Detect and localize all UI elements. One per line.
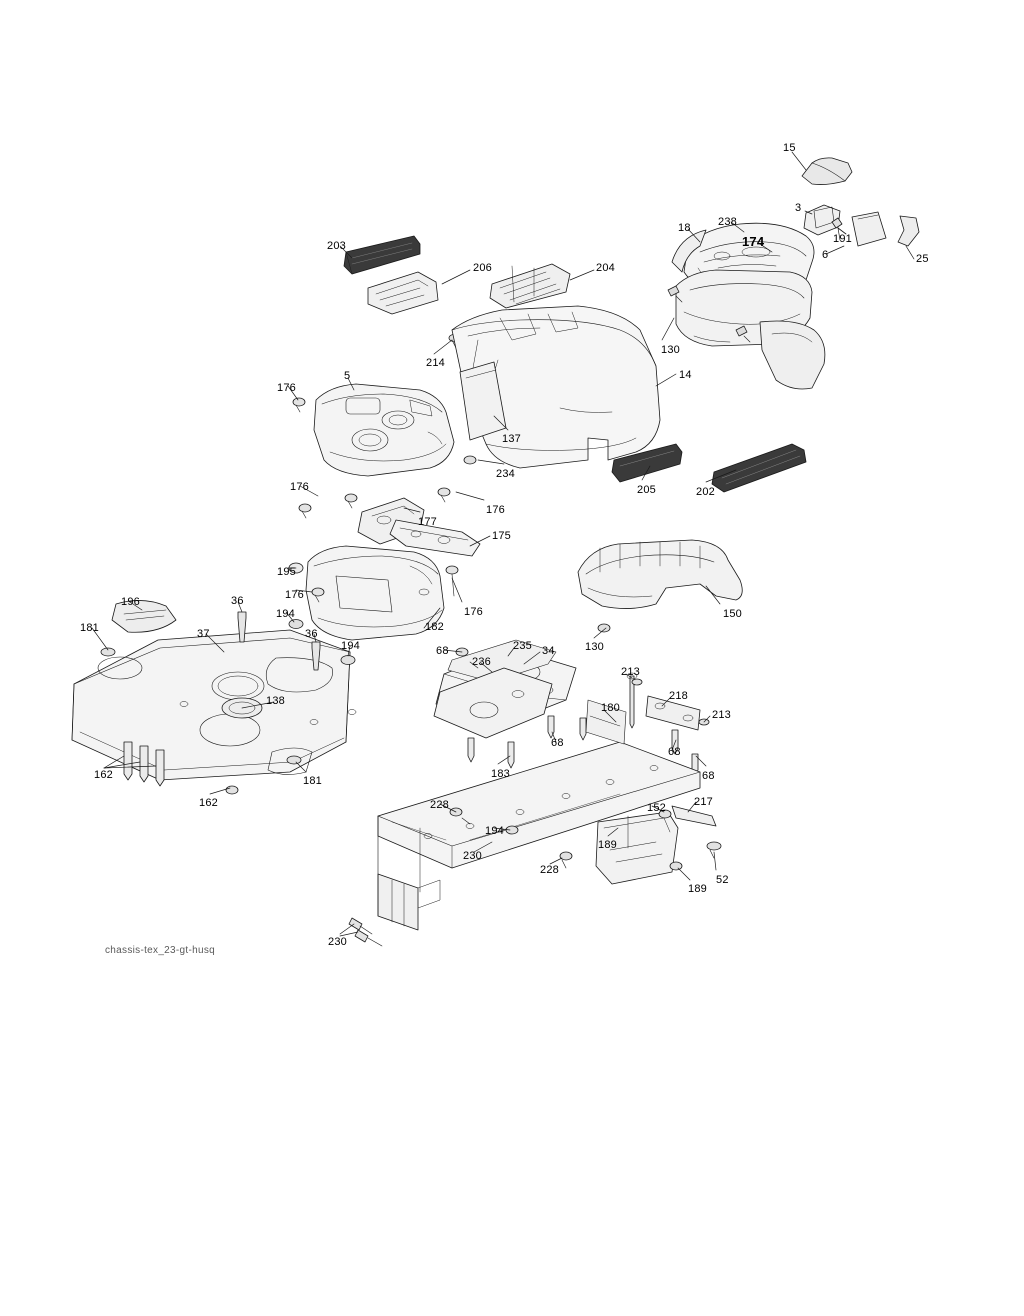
callout-175: 175 (492, 530, 511, 542)
part-202-trim (712, 444, 806, 492)
callout-235: 235 (513, 640, 532, 652)
callout-176: 176 (277, 382, 296, 394)
callout-18: 18 (678, 222, 691, 234)
callout-228: 228 (430, 799, 449, 811)
diagram-code-label: chassis-tex_23-gt-husq (105, 945, 215, 956)
callout-194: 194 (276, 608, 295, 620)
part-217-bar (672, 806, 716, 826)
part-204-vent-right (490, 264, 570, 308)
part-206-vent-left (368, 272, 438, 314)
callout-37: 37 (197, 628, 210, 640)
callout-25: 25 (916, 253, 929, 265)
part-176-screw-b (345, 494, 357, 508)
callout-189: 189 (688, 883, 707, 895)
part-5-dash-console (314, 384, 454, 476)
callout-3: 3 (795, 202, 802, 214)
callout-181: 181 (303, 775, 322, 787)
callout-236: 236 (472, 656, 491, 668)
callout-218: 218 (669, 690, 688, 702)
part-182-lower-console (306, 546, 444, 640)
callout-189: 189 (598, 839, 617, 851)
callout-217: 217 (694, 796, 713, 808)
callout-152: 152 (647, 802, 666, 814)
part-234-fastener (464, 456, 476, 464)
callout-238: 238 (718, 216, 737, 228)
part-15-handle (802, 158, 852, 185)
callout-15: 15 (783, 142, 796, 154)
callout-183: 183 (491, 768, 510, 780)
callout-196: 196 (121, 596, 140, 608)
callout-68: 68 (436, 645, 449, 657)
callout-205: 205 (637, 484, 656, 496)
callout-14: 14 (679, 369, 692, 381)
callout-176: 176 (486, 504, 505, 516)
callout-191: 191 (833, 233, 852, 245)
callout-230: 230 (328, 936, 347, 948)
callout-176: 176 (464, 606, 483, 618)
part-238-lower-shell (760, 321, 825, 389)
callout-68: 68 (551, 737, 564, 749)
part-176-screw-a (293, 398, 305, 412)
callout-213: 213 (621, 666, 640, 678)
callout-162: 162 (199, 797, 218, 809)
part-52-fastener (707, 842, 721, 858)
callout-174: 174 (742, 234, 765, 249)
callout-202: 202 (696, 486, 715, 498)
callout-203: 203 (327, 240, 346, 252)
callout-214: 214 (426, 357, 445, 369)
callout-204: 204 (596, 262, 615, 274)
callout-130: 130 (661, 344, 680, 356)
callout-68: 68 (668, 746, 681, 758)
part-176-screw-d (299, 504, 311, 518)
callout-137: 137 (502, 433, 521, 445)
callout-34: 34 (542, 645, 555, 657)
part-176-screw-c (438, 488, 450, 502)
callout-234: 234 (496, 468, 515, 480)
part-230-fasteners-bottom (349, 918, 382, 946)
part-25-clip (898, 216, 919, 246)
callout-228: 228 (540, 864, 559, 876)
callout-130: 130 (585, 641, 604, 653)
part-203-trim-strip (344, 236, 420, 274)
part-130-fastener-c (598, 624, 610, 632)
callout-177: 177 (418, 516, 437, 528)
callout-176: 176 (285, 589, 304, 601)
part-183-fasteners (468, 738, 514, 768)
callout-194: 194 (341, 640, 360, 652)
part-150-housing (578, 540, 742, 609)
callout-176: 176 (290, 481, 309, 493)
callout-230: 230 (463, 850, 482, 862)
callout-6: 6 (822, 249, 829, 261)
part-181-fastener-a (101, 648, 115, 656)
callout-150: 150 (723, 608, 742, 620)
callout-36: 36 (305, 628, 318, 640)
callout-195: 195 (277, 566, 296, 578)
part-6-cover (852, 212, 886, 246)
part-194-nut-b (341, 656, 355, 665)
callout-68: 68 (702, 770, 715, 782)
callout-138: 138 (266, 695, 285, 707)
callout-162: 162 (94, 769, 113, 781)
callout-180: 180 (601, 702, 620, 714)
callout-5: 5 (344, 370, 351, 382)
part-181-fastener-b (287, 756, 301, 764)
callout-182: 182 (425, 621, 444, 633)
callout-181: 181 (80, 622, 99, 634)
callout-36: 36 (231, 595, 244, 607)
callout-194: 194 (485, 825, 504, 837)
part-189-fastener-lower (670, 862, 682, 870)
callout-52: 52 (716, 874, 729, 886)
callout-206: 206 (473, 262, 492, 274)
part-176-screw-f (446, 566, 458, 596)
callout-213: 213 (712, 709, 731, 721)
part-194-nut-a (289, 620, 303, 629)
